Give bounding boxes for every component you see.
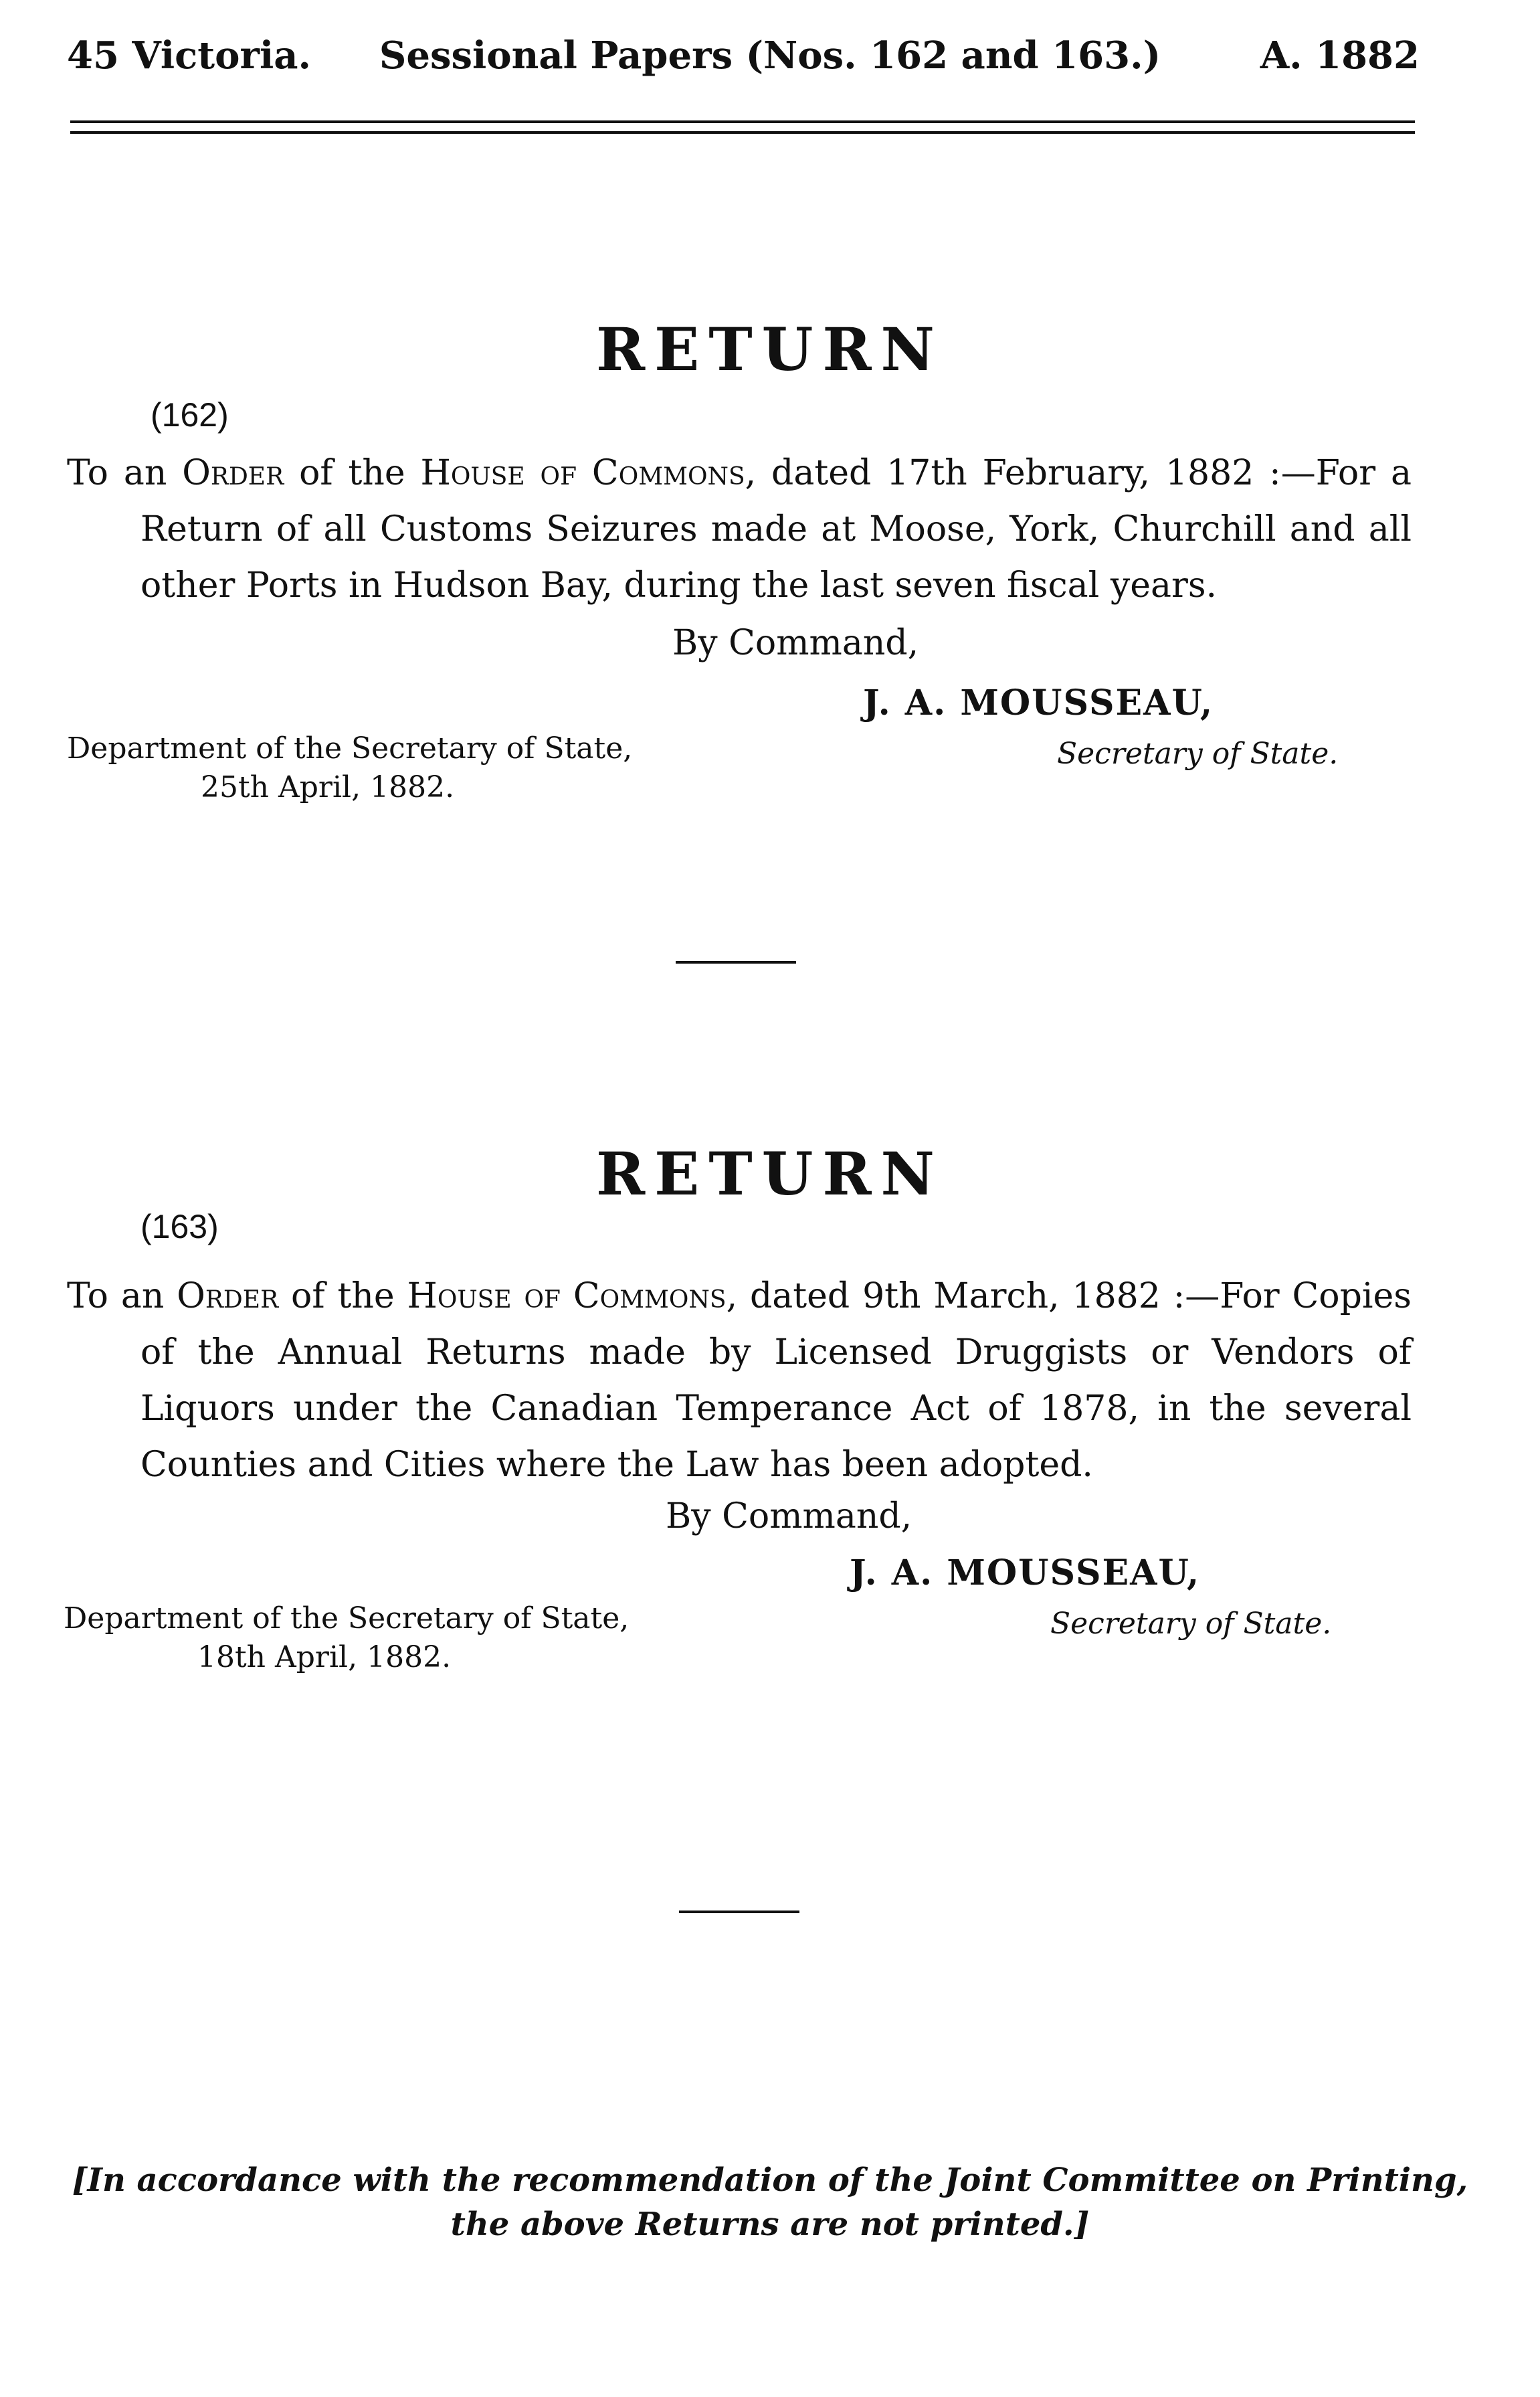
return-title-162: RETURN [595,315,944,384]
signer-title-163: Secretary of State. [1050,1607,1332,1641]
header-title: Sessional Papers (Nos. 162 and 163.) [379,33,1161,78]
date-163: 18th April, 1882. [197,1640,452,1674]
section-divider [676,961,796,964]
house-of-commons: House of Commons [420,453,745,493]
footnote [0,2158,1540,2246]
header-rule-bottom [70,131,1415,134]
header-session: 45 Victoria. [67,33,312,78]
footnote-line-1: [In accordance with the recommendation of the Joint Committee on Printing, [72,2161,1468,2199]
department-162: Department of the Secretary of State, [67,731,633,766]
return-number-162: (162) [151,396,229,434]
return-title-163: RETURN [595,1139,944,1209]
by-command-163: By Command, [666,1496,912,1536]
house-of-commons: House of Commons [407,1276,727,1316]
order-word: Order [177,1276,279,1316]
signer-163: J. A. MOUSSEAU, [850,1552,1201,1593]
return-number-163: (163) [140,1208,219,1245]
order-word: Order [182,453,284,493]
department-163: Department of the Secretary of State, [64,1601,630,1635]
date-162: 25th April, 1882. [201,770,455,804]
header-year: A. 1882 [1260,33,1420,78]
footnote-line-2: the above Returns are not printed.] [450,2206,1090,2243]
section-divider-bottom [679,1911,799,1913]
signer-title-162: Secretary of State. [1057,737,1339,771]
return-order-text-162: To an Order of the House of Commons, dated 17th February, 1882 :—For a Return of all Customs Seizures made at Moose, York, Churchill and all other Ports in Hudson Bay, during the last seven fiscal years. [67,453,1412,606]
header-rule-top [70,120,1415,123]
return-order-text-163: To an Order of the House of Commons, dated 9th March, 1882 :—For Copies of the Annual Returns made by Licensed Druggists or Vendors of Liquors under the Canadian Temperance Act of 1878, in the several Counties and Cities where the Law has been adopted. [67,1276,1412,1485]
department-block-163 [64,1599,629,1677]
department-block-162 [67,729,632,807]
by-command-162: By Command, [672,623,919,663]
signer-162: J. A. MOUSSEAU, [863,683,1214,723]
